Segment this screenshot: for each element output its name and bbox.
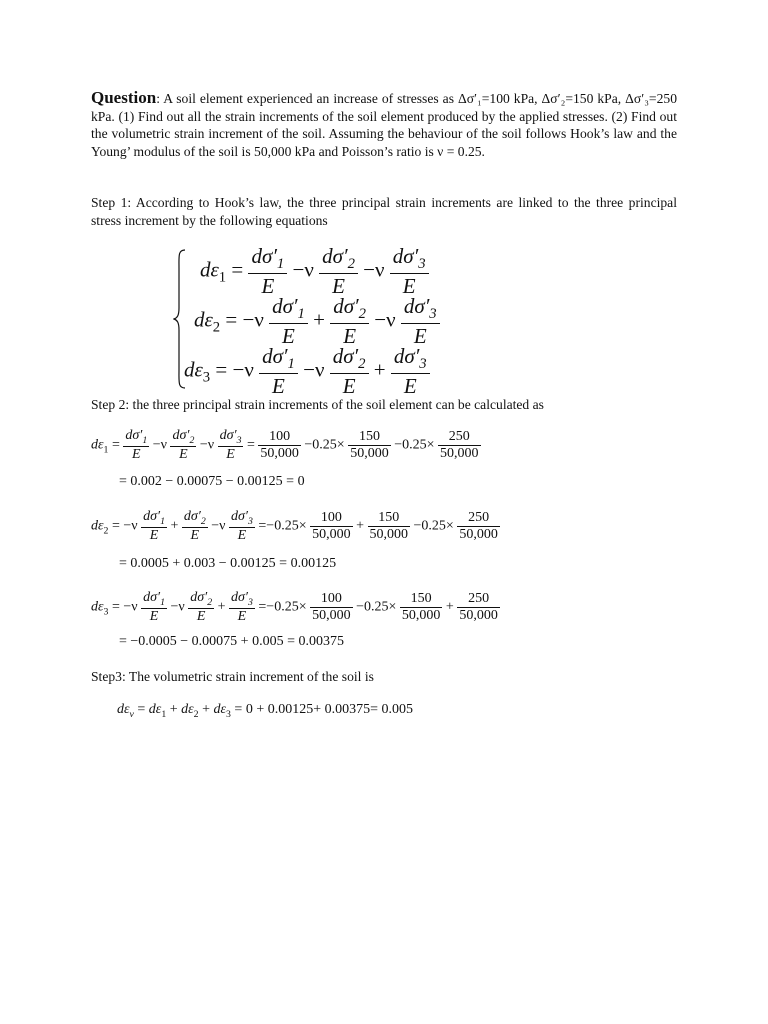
volumetric-strain-eq: $d\varepsilon_v = d\varepsilon_1 + d\varepsilon_2 + d\varepsilon_3 = 0 + 0.00125+ 0.00375= 0.005$ <box>117 702 414 720</box>
step3-text: Step3: The volumetric strain increment of the soil is <box>91 669 374 684</box>
calc-eps3: $d\varepsilon_3 = -\nu$ $\frac{d\sigma'_1}{E}$ −ν $\frac{d\sigma'_2}{E}$ + $\frac{d\sigma'_3}{E}$ =−0.25× $\frac{100}{50,000}$ −0.25× $\frac{150}{50,000}$ + $\frac{250}{50,000}$ <box>91 590 498 624</box>
hooke-eq1: $d\varepsilon_1$ = $\frac{d\sigma'_1}{E}$ −ν $\frac{d\sigma'_2}{E}$ −ν $\frac{d\sigma'_3}{E}$ <box>200 244 429 299</box>
step1-text: Step 1: According to Hook’s law, the three principal strain increments are linked to the three principal stress increment by the following equations <box>91 195 677 228</box>
hooke-eq2: $d\varepsilon_2 = -\nu$ $\frac{d\sigma'_1}{E}$ + $\frac{d\sigma'_2}{E}$ −ν $\frac{d\sigma'_3}{E}$ <box>194 294 440 349</box>
hooke-eq3: $d\varepsilon_3 = -\nu$ $\frac{d\sigma'_1}{E}$ −ν $\frac{d\sigma'_2}{E}$ + $\frac{d\sigma'_3}{E}$ <box>184 344 430 399</box>
question-paragraph <box>91 89 677 160</box>
question-label: Question <box>91 88 157 107</box>
calc-eps2: $d\varepsilon_2 = -\nu$ $\frac{d\sigma'_1}{E}$ + $\frac{d\sigma'_2}{E}$ −ν $\frac{d\sigma'_3}{E}$ =−0.25× $\frac{100}{50,000}$ + $\frac{150}{50,000}$ −0.25× $\frac{250}{50,000}$ <box>91 509 498 543</box>
calc-eps1-result: = 0.002 − 0.00075 − 0.00125 = 0 <box>119 474 305 489</box>
calc-eps1: $d\varepsilon_1$ = $\frac{d\sigma'_1}{E}$ −ν $\frac{d\sigma'_2}{E}$ −ν $\frac{d\sigma'_3}{E}$ = $\frac{100}{50,000}$ −0.25× $\frac{150}{50,000}$ −0.25× $\frac{250}{50,000}$ <box>91 428 479 462</box>
step2-text: Step 2: the three principal strain increments of the soil element can be calculated as <box>91 397 544 412</box>
calc-eps2-result: = 0.0005 + 0.003 − 0.00125 = 0.00125 <box>119 556 337 571</box>
question-text: : A soil element experienced an increase of stresses as Δσ′₁=100 kPa, Δσ′₂=150 kPa, Δσ′₃=250 kPa. (1) Find out all the strain increments of the soil element produced by the applied stresses. (2) Find out the volumetric strain increment of the soil. Assuming the behaviour of the soil follows Hook’s law and the Young’ modulus of the soil is 50,000 kPa and Poisson’s ratio is ν = 0.25. <box>91 91 677 159</box>
calc-eps3-result: = −0.0005 − 0.00075 + 0.005 = 0.00375 <box>119 634 344 649</box>
